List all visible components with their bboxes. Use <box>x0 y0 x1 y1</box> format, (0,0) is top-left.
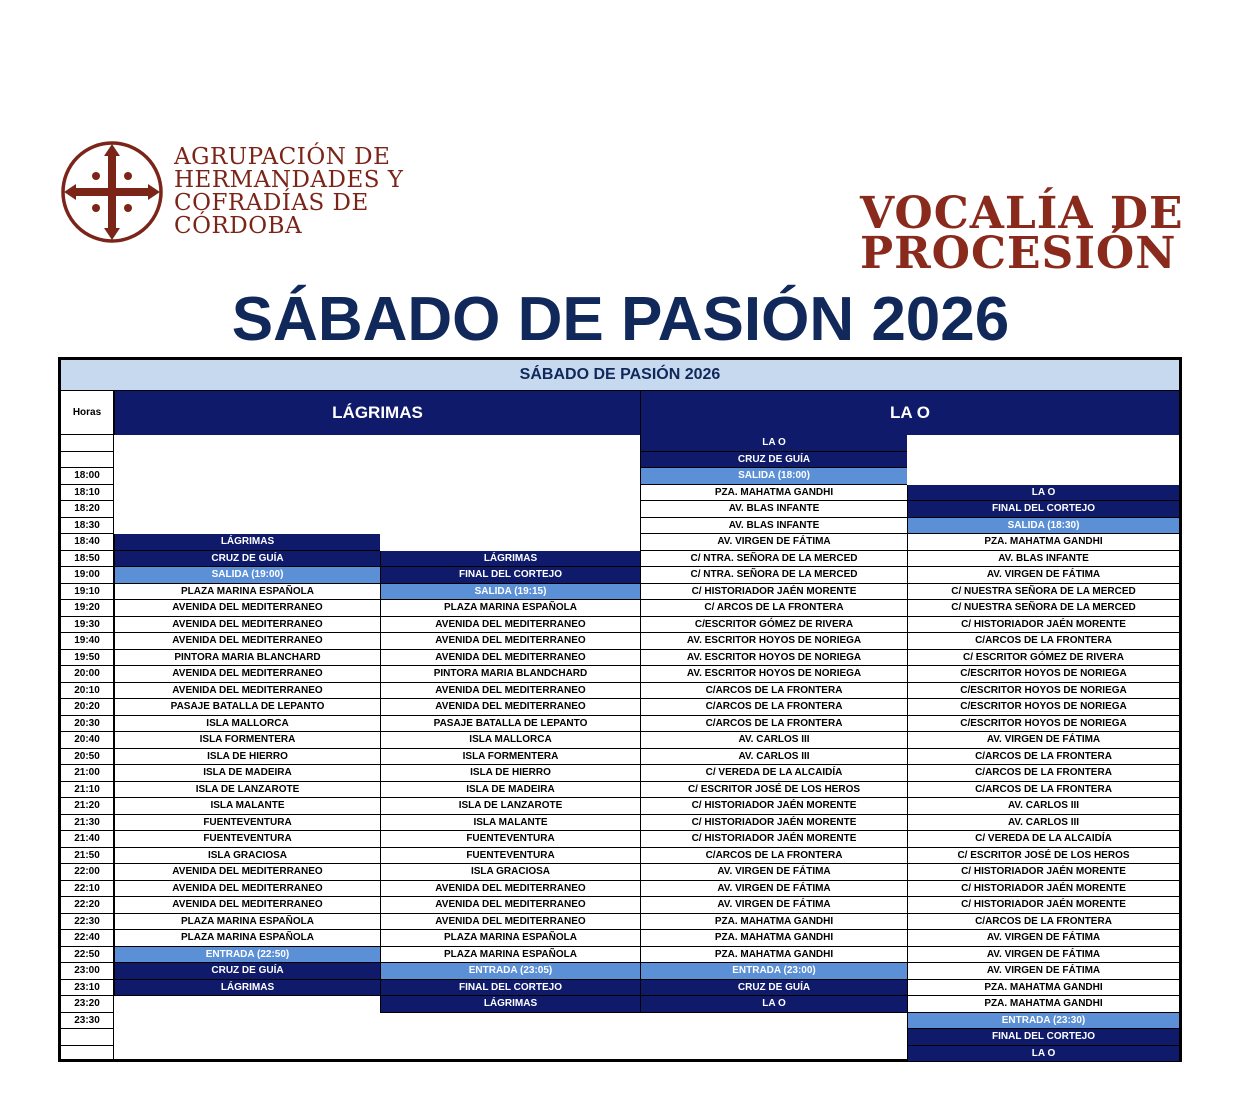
lagrimas-cruz-column-cell: AVENIDA DEL MEDITERRANEO <box>114 600 380 617</box>
lagrimas-cruz-column-cell: AVENIDA DEL MEDITERRANEO <box>114 633 380 650</box>
time-cell: 21:10 <box>61 782 114 799</box>
lagrimas-final-column-cell: AVENIDA DEL MEDITERRANEO <box>380 881 640 898</box>
hours-column-header: Horas <box>61 391 114 435</box>
lagrimas-final-column-cell: AVENIDA DEL MEDITERRANEO <box>380 683 640 700</box>
lagrimas-cruz-column-cell: SALIDA (19:00) <box>114 567 380 584</box>
la-o-cruz-column-cell: C/ VEREDA DE LA ALCAIDÍA <box>640 765 907 782</box>
lagrimas-final-column-cell: AVENIDA DEL MEDITERRANEO <box>380 650 640 667</box>
lagrimas-cruz-column-cell: FUENTEVENTURA <box>114 815 380 832</box>
la-o-cruz-column-cell: C/ HISTORIADOR JAÉN MORENTE <box>640 584 907 601</box>
time-cell: 23:30 <box>61 1013 114 1030</box>
la-o-final-column-cell: AV. VIRGEN DE FÁTIMA <box>907 963 1179 980</box>
la-o-cruz-column-cell: C/ NTRA. SEÑORA DE LA MERCED <box>640 551 907 568</box>
la-o-cruz-column-cell: C/ARCOS DE LA FRONTERA <box>640 683 907 700</box>
time-cell: 20:20 <box>61 699 114 716</box>
department-logo-line: PROCESIÓN <box>860 228 1177 279</box>
la-o-cruz-column-cell: CRUZ DE GUÍA <box>640 980 907 997</box>
la-o-final-column-cell: LA O <box>907 1046 1179 1063</box>
time-cell: 18:10 <box>61 485 114 502</box>
lagrimas-final-column-cell: ISLA DE LANZAROTE <box>380 798 640 815</box>
lagrimas-cruz-column-cell: PINTORA MARIA BLANCHARD <box>114 650 380 667</box>
time-cell: 20:00 <box>61 666 114 683</box>
time-cell: 21:40 <box>61 831 114 848</box>
page-title: SÁBADO DE PASIÓN 2026 <box>231 285 1010 354</box>
lagrimas-cruz-column-cell: AVENIDA DEL MEDITERRANEO <box>114 617 380 634</box>
time-cell <box>61 1029 114 1046</box>
lagrimas-final-column-cell: PASAJE BATALLA DE LEPANTO <box>380 716 640 733</box>
la-o-cruz-column-cell: CRUZ DE GUÍA <box>640 452 907 469</box>
time-cell: 21:50 <box>61 848 114 865</box>
la-o-final-column-cell: PZA. MAHATMA GANDHI <box>907 996 1179 1013</box>
lagrimas-final-column-cell: FUENTEVENTURA <box>380 831 640 848</box>
la-o-final-column-cell: C/ HISTORIADOR JAÉN MORENTE <box>907 864 1179 881</box>
lagrimas-cruz-column-cell: ISLA MALLORCA <box>114 716 380 733</box>
lagrimas-cruz-column-cell: CRUZ DE GUÍA <box>114 551 380 568</box>
lagrimas-cruz-column-cell: ENTRADA (22:50) <box>114 947 380 964</box>
la-o-cruz-column-cell: AV. ESCRITOR HOYOS DE NORIEGA <box>640 650 907 667</box>
lagrimas-final-column-cell: FINAL DEL CORTEJO <box>380 980 640 997</box>
time-cell: 18:40 <box>61 534 114 551</box>
la-o-final-column-cell: C/ARCOS DE LA FRONTERA <box>907 633 1179 650</box>
lagrimas-final-column-cell: ISLA FORMENTERA <box>380 749 640 766</box>
brotherhood-header-lagrimas: LÁGRIMAS <box>114 391 640 435</box>
lagrimas-cruz-column-cell: PASAJE BATALLA DE LEPANTO <box>114 699 380 716</box>
time-cell: 18:20 <box>61 501 114 518</box>
cross-emblem-icon <box>60 140 164 244</box>
time-cell: 22:00 <box>61 864 114 881</box>
lagrimas-final-column-cell: FUENTEVENTURA <box>380 848 640 865</box>
la-o-final-column-cell: C/ HISTORIADOR JAÉN MORENTE <box>907 881 1179 898</box>
la-o-cruz-column-cell: C/ARCOS DE LA FRONTERA <box>640 699 907 716</box>
la-o-final-column-cell: C/ARCOS DE LA FRONTERA <box>907 765 1179 782</box>
la-o-cruz-column-cell: AV. ESCRITOR HOYOS DE NORIEGA <box>640 666 907 683</box>
la-o-cruz-column-cell: C/ HISTORIADOR JAÉN MORENTE <box>640 831 907 848</box>
lagrimas-cruz-column-cell: PLAZA MARINA ESPAÑOLA <box>114 584 380 601</box>
lagrimas-cruz-column-cell: ISLA MALANTE <box>114 798 380 815</box>
la-o-final-column-cell: AV. VIRGEN DE FÁTIMA <box>907 930 1179 947</box>
organization-name-line: CÓRDOBA <box>174 213 303 239</box>
lagrimas-cruz-column-cell: AVENIDA DEL MEDITERRANEO <box>114 666 380 683</box>
la-o-cruz-column-cell: AV. ESCRITOR HOYOS DE NORIEGA <box>640 633 907 650</box>
department-logo <box>860 188 1184 279</box>
organization-name-line: HERMANDADES Y <box>174 167 404 193</box>
la-o-final-column-cell: AV. BLAS INFANTE <box>907 551 1179 568</box>
la-o-cruz-column-cell: C/ HISTORIADOR JAÉN MORENTE <box>640 798 907 815</box>
time-cell: 20:30 <box>61 716 114 733</box>
lagrimas-cruz-column-cell: PLAZA MARINA ESPAÑOLA <box>114 914 380 931</box>
la-o-cruz-column-cell: C/ARCOS DE LA FRONTERA <box>640 716 907 733</box>
lagrimas-final-column-cell: PINTORA MARIA BLANDCHARD <box>380 666 640 683</box>
lagrimas-cruz-column-cell: AVENIDA DEL MEDITERRANEO <box>114 864 380 881</box>
brotherhood-header-la-o: LA O <box>640 391 1179 435</box>
lagrimas-cruz-column-cell: AVENIDA DEL MEDITERRANEO <box>114 683 380 700</box>
organization-name-line: COFRADÍAS DE <box>174 190 369 216</box>
la-o-final-column-cell: AV. VIRGEN DE FÁTIMA <box>907 732 1179 749</box>
time-cell: 22:10 <box>61 881 114 898</box>
lagrimas-final-column-cell: AVENIDA DEL MEDITERRANEO <box>380 699 640 716</box>
time-cell <box>61 452 114 469</box>
la-o-cruz-column-cell: PZA. MAHATMA GANDHI <box>640 947 907 964</box>
time-cell: 19:30 <box>61 617 114 634</box>
time-cell: 19:50 <box>61 650 114 667</box>
la-o-final-column-cell: FINAL DEL CORTEJO <box>907 501 1179 518</box>
lagrimas-final-column-cell: ISLA GRACIOSA <box>380 864 640 881</box>
la-o-cruz-column-cell: C/ HISTORIADOR JAÉN MORENTE <box>640 815 907 832</box>
la-o-cruz-column-cell: AV. CARLOS III <box>640 749 907 766</box>
time-cell: 23:20 <box>61 996 114 1013</box>
la-o-final-column-cell: PZA. MAHATMA GANDHI <box>907 534 1179 551</box>
la-o-final-column-cell: C/ARCOS DE LA FRONTERA <box>907 749 1179 766</box>
la-o-cruz-column-cell: LA O <box>640 435 907 452</box>
time-cell: 23:10 <box>61 980 114 997</box>
la-o-cruz-column-cell: AV. VIRGEN DE FÁTIMA <box>640 864 907 881</box>
time-cell: 21:20 <box>61 798 114 815</box>
la-o-final-column-cell: C/ESCRITOR HOYOS DE NORIEGA <box>907 699 1179 716</box>
lagrimas-cruz-column-cell: LÁGRIMAS <box>114 980 380 997</box>
time-cell: 19:00 <box>61 567 114 584</box>
la-o-cruz-column-cell: C/ NTRA. SEÑORA DE LA MERCED <box>640 567 907 584</box>
la-o-cruz-column-cell: SALIDA (18:00) <box>640 468 907 485</box>
lagrimas-cruz-column-cell: ISLA FORMENTERA <box>114 732 380 749</box>
organization-name-line: AGRUPACIÓN DE <box>174 144 391 170</box>
la-o-cruz-column-cell: PZA. MAHATMA GANDHI <box>640 930 907 947</box>
la-o-final-column-cell: C/ARCOS DE LA FRONTERA <box>907 782 1179 799</box>
time-cell: 19:10 <box>61 584 114 601</box>
la-o-final-column-cell: ENTRADA (23:30) <box>907 1013 1179 1030</box>
la-o-final-column-cell: SALIDA (18:30) <box>907 518 1179 535</box>
la-o-final-column-cell: C/ARCOS DE LA FRONTERA <box>907 914 1179 931</box>
lagrimas-cruz-column-cell: AVENIDA DEL MEDITERRANEO <box>114 897 380 914</box>
lagrimas-cruz-column-cell: LÁGRIMAS <box>114 534 380 551</box>
time-cell: 18:50 <box>61 551 114 568</box>
lagrimas-final-column-cell: AVENIDA DEL MEDITERRANEO <box>380 897 640 914</box>
la-o-cruz-column-cell: C/ ARCOS DE LA FRONTERA <box>640 600 907 617</box>
time-cell: 22:50 <box>61 947 114 964</box>
time-cell: 18:30 <box>61 518 114 535</box>
time-cell: 22:40 <box>61 930 114 947</box>
la-o-final-column-cell: C/ NUESTRA SEÑORA DE LA MERCED <box>907 584 1179 601</box>
la-o-final-column-cell: C/ESCRITOR HOYOS DE NORIEGA <box>907 683 1179 700</box>
lagrimas-final-column-cell: PLAZA MARINA ESPAÑOLA <box>380 947 640 964</box>
la-o-final-column-cell: AV. CARLOS III <box>907 798 1179 815</box>
la-o-final-column-cell: FINAL DEL CORTEJO <box>907 1029 1179 1046</box>
time-cell: 22:30 <box>61 914 114 931</box>
time-cell: 22:20 <box>61 897 114 914</box>
lagrimas-final-column-cell: ENTRADA (23:05) <box>380 963 640 980</box>
lagrimas-final-column-cell: AVENIDA DEL MEDITERRANEO <box>380 617 640 634</box>
lagrimas-cruz-column-cell: CRUZ DE GUÍA <box>114 963 380 980</box>
la-o-final-column-cell: C/ HISTORIADOR JAÉN MORENTE <box>907 897 1179 914</box>
la-o-cruz-column-cell: AV. VIRGEN DE FÁTIMA <box>640 534 907 551</box>
lagrimas-final-column-cell: FINAL DEL CORTEJO <box>380 567 640 584</box>
la-o-final-column-cell: AV. VIRGEN DE FÁTIMA <box>907 947 1179 964</box>
la-o-cruz-column-cell: AV. CARLOS III <box>640 732 907 749</box>
lagrimas-cruz-column-cell: FUENTEVENTURA <box>114 831 380 848</box>
lagrimas-cruz-column-cell: ISLA DE LANZAROTE <box>114 782 380 799</box>
lagrimas-cruz-column-cell: AVENIDA DEL MEDITERRANEO <box>114 881 380 898</box>
lagrimas-cruz-column-cell: ISLA DE MADEIRA <box>114 765 380 782</box>
la-o-cruz-column-cell: C/ARCOS DE LA FRONTERA <box>640 848 907 865</box>
la-o-cruz-column-cell: C/ESCRITOR GÓMEZ DE RIVERA <box>640 617 907 634</box>
department-logo-line: VOCALÍA DE <box>860 188 1184 239</box>
lagrimas-final-column-cell: ISLA DE MADEIRA <box>380 782 640 799</box>
la-o-final-column-cell: C/ESCRITOR HOYOS DE NORIEGA <box>907 716 1179 733</box>
lagrimas-final-column-cell: LÁGRIMAS <box>380 551 640 568</box>
la-o-final-column-cell: C/ESCRITOR HOYOS DE NORIEGA <box>907 666 1179 683</box>
time-cell: 20:50 <box>61 749 114 766</box>
time-cell: 20:10 <box>61 683 114 700</box>
la-o-cruz-column-cell: AV. VIRGEN DE FÁTIMA <box>640 897 907 914</box>
la-o-final-column-cell: C/ NUESTRA SEÑORA DE LA MERCED <box>907 600 1179 617</box>
la-o-final-column-cell: AV. CARLOS III <box>907 815 1179 832</box>
lagrimas-final-column-cell: ISLA MALANTE <box>380 815 640 832</box>
la-o-cruz-column-cell: ENTRADA (23:00) <box>640 963 907 980</box>
la-o-final-column-cell: C/ ESCRITOR GÓMEZ DE RIVERA <box>907 650 1179 667</box>
time-cell: 19:20 <box>61 600 114 617</box>
lagrimas-final-column-cell: ISLA DE HIERRO <box>380 765 640 782</box>
lagrimas-final-column-cell: ISLA MALLORCA <box>380 732 640 749</box>
la-o-final-column-cell: AV. VIRGEN DE FÁTIMA <box>907 567 1179 584</box>
la-o-cruz-column-cell: AV. BLAS INFANTE <box>640 518 907 535</box>
la-o-cruz-column-cell: PZA. MAHATMA GANDHI <box>640 485 907 502</box>
time-cell: 20:40 <box>61 732 114 749</box>
time-cell: 21:30 <box>61 815 114 832</box>
schedule-table <box>58 357 1182 1062</box>
la-o-cruz-column-cell: AV. VIRGEN DE FÁTIMA <box>640 881 907 898</box>
la-o-final-column-cell: LA O <box>907 485 1179 502</box>
organization-logo <box>60 140 430 244</box>
lagrimas-final-column-cell: LÁGRIMAS <box>380 996 640 1013</box>
la-o-cruz-column-cell: C/ ESCRITOR JOSÉ DE LOS HEROS <box>640 782 907 799</box>
lagrimas-final-column-cell: SALIDA (19:15) <box>380 584 640 601</box>
time-cell <box>61 1046 114 1063</box>
time-cell: 21:00 <box>61 765 114 782</box>
la-o-final-column-cell: C/ ESCRITOR JOSÉ DE LOS HEROS <box>907 848 1179 865</box>
lagrimas-final-column-cell: AVENIDA DEL MEDITERRANEO <box>380 914 640 931</box>
la-o-cruz-column-cell: PZA. MAHATMA GANDHI <box>640 914 907 931</box>
time-cell <box>61 435 114 452</box>
time-cell: 19:40 <box>61 633 114 650</box>
la-o-cruz-column-cell: LA O <box>640 996 907 1013</box>
lagrimas-cruz-column-cell: PLAZA MARINA ESPAÑOLA <box>114 930 380 947</box>
organization-name <box>174 146 403 238</box>
lagrimas-final-column-cell: PLAZA MARINA ESPAÑOLA <box>380 930 640 947</box>
lagrimas-final-column-cell: AVENIDA DEL MEDITERRANEO <box>380 633 640 650</box>
la-o-cruz-column-cell: AV. BLAS INFANTE <box>640 501 907 518</box>
lagrimas-cruz-column-cell: ISLA GRACIOSA <box>114 848 380 865</box>
la-o-final-column-cell: PZA. MAHATMA GANDHI <box>907 980 1179 997</box>
lagrimas-final-column-cell: PLAZA MARINA ESPAÑOLA <box>380 600 640 617</box>
time-cell: 23:00 <box>61 963 114 980</box>
schedule-title: SÁBADO DE PASIÓN 2026 <box>61 360 1179 391</box>
lagrimas-cruz-column-cell: ISLA DE HIERRO <box>114 749 380 766</box>
la-o-final-column-cell: C/ VEREDA DE LA ALCAIDÍA <box>907 831 1179 848</box>
time-cell: 18:00 <box>61 468 114 485</box>
la-o-final-column-cell: C/ HISTORIADOR JAÉN MORENTE <box>907 617 1179 634</box>
